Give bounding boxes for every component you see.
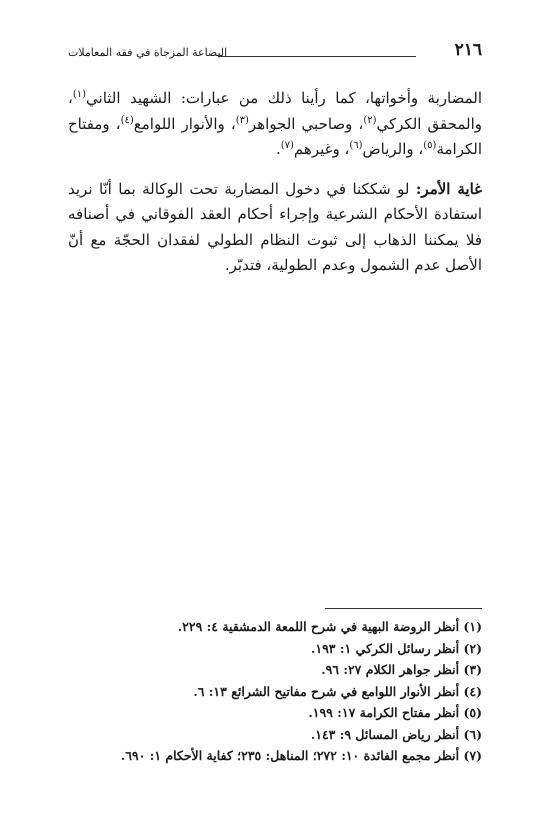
footnotes [68,616,482,767]
footnote-item: (٥) أنظر مفتاح الكرامة ١٧: ١٩٩. [308,705,482,720]
paragraph-lead: غاية الأمر: [415,179,482,198]
footnote-ref-6: (٦) [349,140,363,151]
footnote-ref-3: (٣) [235,114,249,126]
running-title: البضاعة المزجاة في فقه المعاملات [68,46,228,59]
footnote-item: (٤) أنظر الأنوار اللوامع في شرح مفاتيح الشرائع ١٣: ٦. [193,683,482,699]
page-header [68,42,482,64]
text-run: ، والأنوار اللوامع [133,114,236,133]
footnote-item: (١) أنظر الروضة البهية في شرح اللمعة الدمشقية ٤: ٢٢٩. [177,619,482,634]
footnote-ref-5: (٥) [423,140,437,151]
page-number: ٢١٦ [454,40,482,60]
text-run: ، ومفتاح الكرامة [68,114,482,158]
paragraph-2 [68,177,482,279]
paragraph-1 [68,86,482,163]
text-run: المضاربة وأخواتها، كما رأينا ذلك من عبارات: الشهيد الثاني [86,89,482,107]
text-run: ، وصاحبي الجواهر [248,114,364,133]
footnote-ref-7: (٧) [280,140,294,151]
footnote-separator [325,608,482,609]
footnote-ref-2: (٢) [363,114,377,126]
text-run: ، وغيرهم [293,140,350,158]
paragraph-text: لو شككنا في دخول المضاربة تحت الوكالة بما أنّا نريد استفادة الأحكام الشرعية وإجراء أحكام العقد الفوقاني في أصنافه فلا يمكننا الذهاب إلى ثبوت النظام الطولي لفقدان الحجّة مع أنّ الأصل عدم الشمول وعدم الطولية، فتدبّر. [68,179,482,274]
main-text [68,86,482,279]
text-run: . [275,140,281,158]
footnote-item: (٣) أنظر جواهر الكلام ٢٧: ٩٦. [321,662,482,677]
footnote-item: (٢) أنظر رسائل الكركي ١: ١٩٣. [311,640,482,656]
footnote-item: (٧) أنظر مجمع الفائدة ١٠: ٢٧٢؛ المناهل: ٢٣٥؛ كفاية الأحكام ١: ٦٩٠. [120,748,482,763]
footnote-ref-1: (١) [72,89,87,100]
text-run: ، والرياض [362,140,424,158]
footnote-item: (٦) أنظر رياض المسائل ٩: ١٤٣. [310,726,482,742]
footnote-ref-4: (٤) [120,114,134,126]
text-run: ، والمحقق الكركي [68,89,482,133]
header-rule [218,56,416,57]
